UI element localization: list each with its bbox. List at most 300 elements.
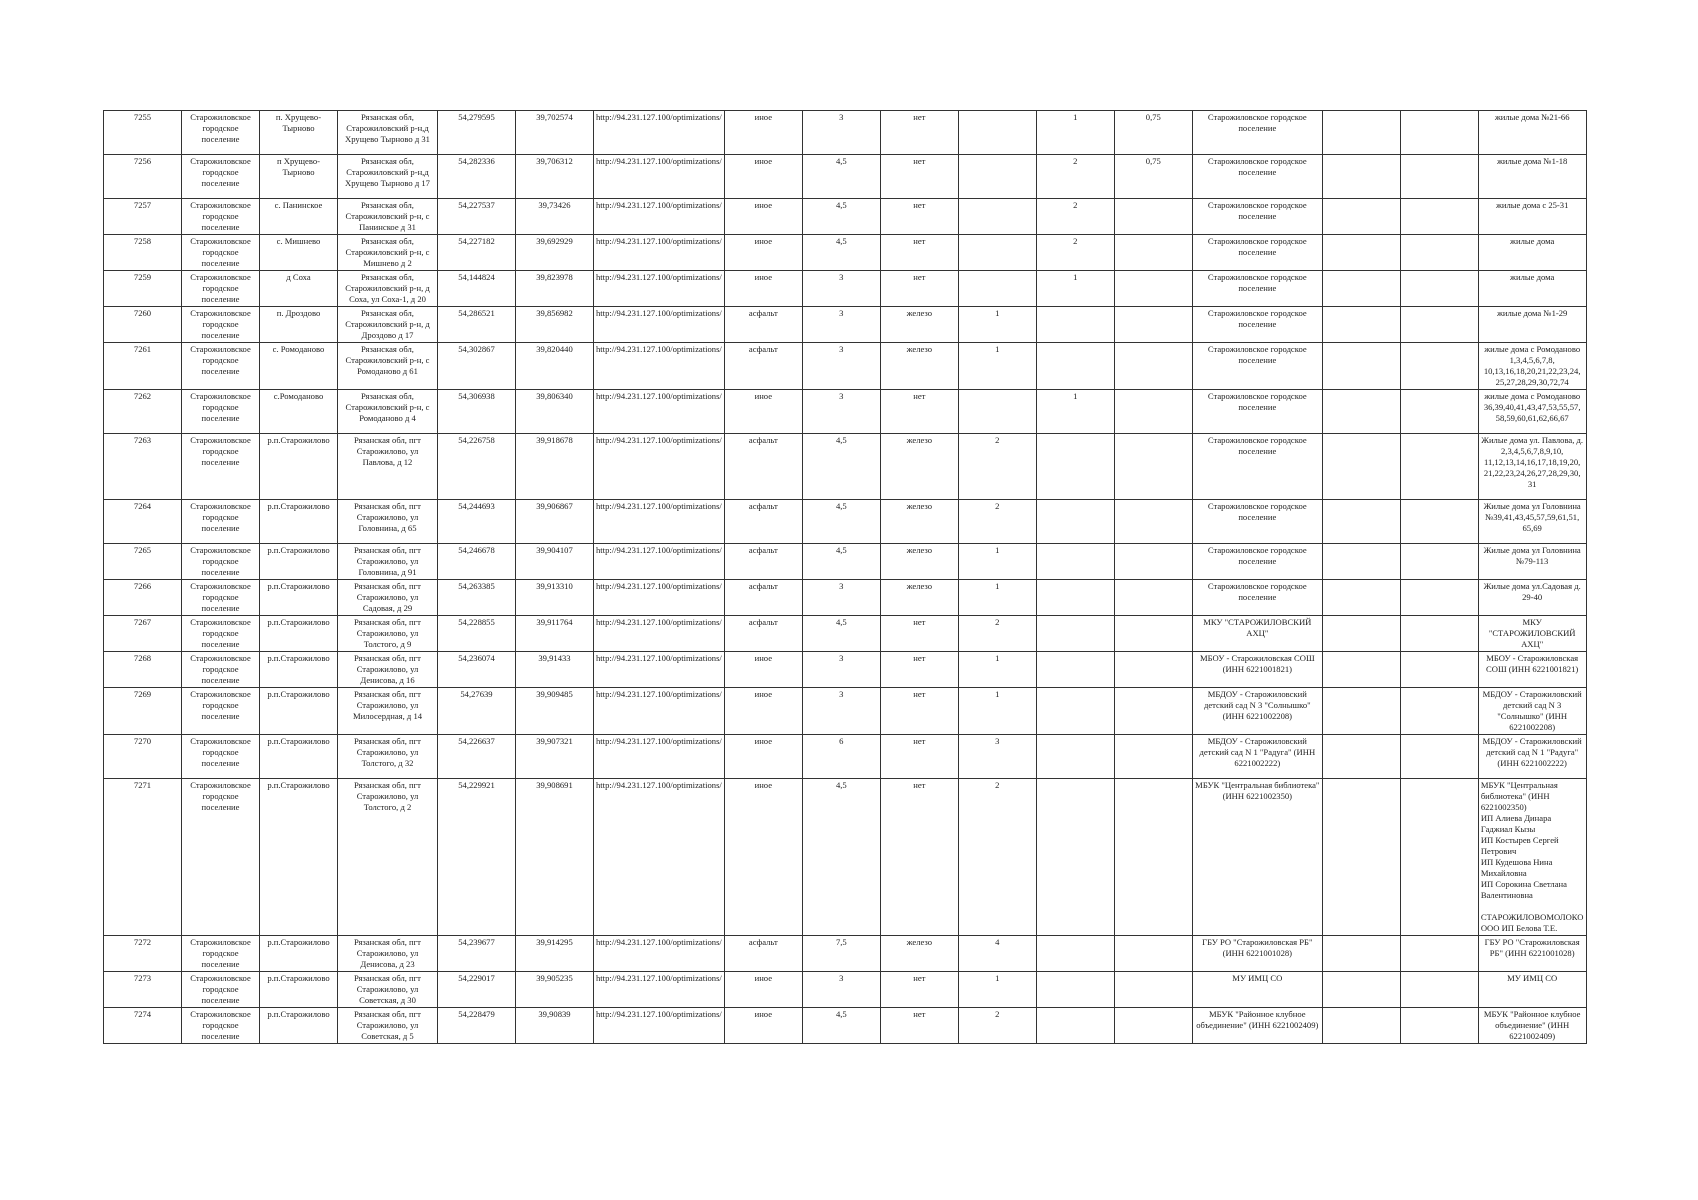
container-count-alt-cell	[1036, 544, 1114, 580]
owner-cell: МКУ "СТАРОЖИЛОВСКИЙ АХЦ"	[1192, 616, 1322, 652]
table-row	[104, 500, 1587, 544]
longitude-cell: 39,706312	[516, 155, 594, 199]
area-cell: 3	[802, 688, 880, 735]
table-row	[104, 343, 1587, 390]
empty-cell	[1322, 500, 1400, 544]
waste-sources-cell: МУ ИМЦ СО	[1478, 972, 1586, 1008]
registry-rows	[104, 111, 1587, 1044]
owner-cell: Старожиловское городское поселение	[1192, 271, 1322, 307]
map-link-cell: http://94.231.127.100/optimizations/	[594, 111, 725, 155]
empty-cell	[1322, 235, 1400, 271]
container-count-alt-cell	[1036, 972, 1114, 1008]
waste-sources-cell: жилые дома №1-29	[1478, 307, 1586, 343]
table-row	[104, 936, 1587, 972]
area-cell: 3	[802, 972, 880, 1008]
row-number-cell: 7270	[104, 735, 182, 779]
settlement-cell: Старожиловское городское поселение	[182, 1008, 260, 1044]
surface-type-cell: иное	[724, 390, 802, 434]
container-volume-cell	[1114, 972, 1192, 1008]
latitude-cell: 54,236074	[438, 652, 516, 688]
surface-type-cell: асфальт	[724, 616, 802, 652]
settlement-cell: Старожиловское городское поселение	[182, 307, 260, 343]
empty-cell	[1322, 936, 1400, 972]
container-count-cell: 1	[958, 307, 1036, 343]
waste-sources-cell: ГБУ РО "Старожиловская РБ" (ИНН 6221001028)	[1478, 936, 1586, 972]
settlement-cell: Старожиловское городское поселение	[182, 616, 260, 652]
map-link-cell: http://94.231.127.100/optimizations/	[594, 779, 725, 936]
owner-cell: ГБУ РО "Старожиловская РБ" (ИНН 6221001028)	[1192, 936, 1322, 972]
fence-cell: железо	[880, 434, 958, 500]
map-link-cell: http://94.231.127.100/optimizations/	[594, 390, 725, 434]
longitude-cell: 39,806340	[516, 390, 594, 434]
locality-cell: р.п.Старожилово	[260, 779, 338, 936]
empty-cell	[1400, 580, 1478, 616]
container-volume-cell	[1114, 779, 1192, 936]
map-link-cell: http://94.231.127.100/optimizations/	[594, 500, 725, 544]
latitude-cell: 54,226758	[438, 434, 516, 500]
surface-type-cell: иное	[724, 111, 802, 155]
owner-cell: МУ ИМЦ СО	[1192, 972, 1322, 1008]
surface-type-cell: иное	[724, 271, 802, 307]
fence-cell: нет	[880, 390, 958, 434]
map-link-cell: http://94.231.127.100/optimizations/	[594, 580, 725, 616]
empty-cell	[1400, 616, 1478, 652]
fence-cell: железо	[880, 343, 958, 390]
row-number-cell: 7267	[104, 616, 182, 652]
map-link-cell: http://94.231.127.100/optimizations/	[594, 735, 725, 779]
fence-cell: железо	[880, 500, 958, 544]
longitude-cell: 39,918678	[516, 434, 594, 500]
empty-cell	[1400, 199, 1478, 235]
row-number-cell: 7266	[104, 580, 182, 616]
settlement-cell: Старожиловское городское поселение	[182, 434, 260, 500]
address-cell: Рязанская обл, пгт Старожилово, ул Советская, д 30	[338, 972, 438, 1008]
owner-cell: Старожиловское городское поселение	[1192, 235, 1322, 271]
longitude-cell: 39,911764	[516, 616, 594, 652]
table-row	[104, 235, 1587, 271]
map-link-cell: http://94.231.127.100/optimizations/	[594, 307, 725, 343]
settlement-cell: Старожиловское городское поселение	[182, 111, 260, 155]
container-count-cell: 2	[958, 779, 1036, 936]
settlement-cell: Старожиловское городское поселение	[182, 199, 260, 235]
fence-cell: нет	[880, 735, 958, 779]
empty-cell	[1322, 652, 1400, 688]
owner-cell: Старожиловское городское поселение	[1192, 434, 1322, 500]
map-link-cell: http://94.231.127.100/optimizations/	[594, 652, 725, 688]
empty-cell	[1322, 155, 1400, 199]
settlement-cell: Старожиловское городское поселение	[182, 544, 260, 580]
surface-type-cell: асфальт	[724, 580, 802, 616]
container-count-cell	[958, 111, 1036, 155]
address-cell: Рязанская обл, пгт Старожилово, ул Толстого, д 9	[338, 616, 438, 652]
owner-cell: Старожиловское городское поселение	[1192, 111, 1322, 155]
surface-type-cell: асфальт	[724, 343, 802, 390]
longitude-cell: 39,904107	[516, 544, 594, 580]
latitude-cell: 54,246678	[438, 544, 516, 580]
address-cell: Рязанская обл, пгт Старожилово, ул Советская, д 5	[338, 1008, 438, 1044]
container-volume-cell	[1114, 652, 1192, 688]
row-number-cell: 7274	[104, 1008, 182, 1044]
address-cell: Рязанская обл, Старожиловский р-н, с Панинское д 31	[338, 199, 438, 235]
area-cell: 6	[802, 735, 880, 779]
longitude-cell: 39,702574	[516, 111, 594, 155]
settlement-cell: Старожиловское городское поселение	[182, 580, 260, 616]
address-cell: Рязанская обл, пгт Старожилово, ул Павлова, д 12	[338, 434, 438, 500]
area-cell: 4,5	[802, 155, 880, 199]
container-count-cell	[958, 199, 1036, 235]
owner-cell: Старожиловское городское поселение	[1192, 580, 1322, 616]
address-cell: Рязанская обл, пгт Старожилово, ул Толстого, д 2	[338, 779, 438, 936]
longitude-cell: 39,90839	[516, 1008, 594, 1044]
container-count-alt-cell: 1	[1036, 390, 1114, 434]
empty-cell	[1400, 688, 1478, 735]
container-count-cell: 1	[958, 580, 1036, 616]
empty-cell	[1322, 688, 1400, 735]
locality-cell: р.п.Старожилово	[260, 544, 338, 580]
surface-type-cell: асфальт	[724, 500, 802, 544]
container-count-cell: 4	[958, 936, 1036, 972]
address-cell: Рязанская обл, Старожиловский р-н, с Мишнево д 2	[338, 235, 438, 271]
map-link-cell: http://94.231.127.100/optimizations/	[594, 199, 725, 235]
area-cell: 4,5	[802, 544, 880, 580]
area-cell: 3	[802, 390, 880, 434]
latitude-cell: 54,144824	[438, 271, 516, 307]
settlement-cell: Старожиловское городское поселение	[182, 271, 260, 307]
row-number-cell: 7269	[104, 688, 182, 735]
empty-cell	[1400, 343, 1478, 390]
container-count-cell: 2	[958, 500, 1036, 544]
longitude-cell: 39,91433	[516, 652, 594, 688]
container-volume-cell	[1114, 500, 1192, 544]
address-cell: Рязанская обл, пгт Старожилово, ул Садовая, д 29	[338, 580, 438, 616]
row-number-cell: 7260	[104, 307, 182, 343]
surface-type-cell: асфальт	[724, 544, 802, 580]
empty-cell	[1322, 343, 1400, 390]
area-cell: 3	[802, 580, 880, 616]
latitude-cell: 54,229921	[438, 779, 516, 936]
row-number-cell: 7257	[104, 199, 182, 235]
container-count-alt-cell	[1036, 936, 1114, 972]
owner-cell: Старожиловское городское поселение	[1192, 199, 1322, 235]
surface-type-cell: асфальт	[724, 936, 802, 972]
settlement-cell: Старожиловское городское поселение	[182, 235, 260, 271]
empty-cell	[1322, 779, 1400, 936]
empty-cell	[1322, 972, 1400, 1008]
table-row	[104, 111, 1587, 155]
waste-sources-cell: жилые дома №1-18	[1478, 155, 1586, 199]
table-row	[104, 199, 1587, 235]
fence-cell: нет	[880, 271, 958, 307]
container-count-alt-cell	[1036, 500, 1114, 544]
table-row	[104, 271, 1587, 307]
settlement-cell: Старожиловское городское поселение	[182, 779, 260, 936]
surface-type-cell: иное	[724, 688, 802, 735]
container-count-alt-cell	[1036, 779, 1114, 936]
area-cell: 3	[802, 111, 880, 155]
locality-cell: р.п.Старожилово	[260, 972, 338, 1008]
address-cell: Рязанская обл, Старожиловский р-н, д Дроздово д 17	[338, 307, 438, 343]
area-cell: 3	[802, 307, 880, 343]
address-cell: Рязанская обл, пгт Старожилово, ул Толстого, д 32	[338, 735, 438, 779]
container-volume-cell	[1114, 343, 1192, 390]
container-count-alt-cell	[1036, 343, 1114, 390]
map-link-cell: http://94.231.127.100/optimizations/	[594, 544, 725, 580]
container-count-alt-cell	[1036, 616, 1114, 652]
container-count-alt-cell	[1036, 580, 1114, 616]
surface-type-cell: иное	[724, 779, 802, 936]
waste-sources-cell: жилые дома с 25-31	[1478, 199, 1586, 235]
empty-cell	[1322, 390, 1400, 434]
waste-sources-cell: жилые дома №21-66	[1478, 111, 1586, 155]
waste-sources-cell: жилые дома	[1478, 271, 1586, 307]
row-number-cell: 7256	[104, 155, 182, 199]
container-volume-cell	[1114, 616, 1192, 652]
row-number-cell: 7262	[104, 390, 182, 434]
settlement-cell: Старожиловское городское поселение	[182, 972, 260, 1008]
latitude-cell: 54,239677	[438, 936, 516, 972]
empty-cell	[1400, 111, 1478, 155]
map-link-cell: http://94.231.127.100/optimizations/	[594, 1008, 725, 1044]
empty-cell	[1400, 155, 1478, 199]
container-count-alt-cell: 2	[1036, 199, 1114, 235]
latitude-cell: 54,244693	[438, 500, 516, 544]
area-cell: 4,5	[802, 1008, 880, 1044]
locality-cell: п. Хрущево-Тырново	[260, 111, 338, 155]
container-volume-cell	[1114, 199, 1192, 235]
fence-cell: нет	[880, 199, 958, 235]
address-cell: Рязанская обл, Старожиловский р-н, с Ромоданово д 4	[338, 390, 438, 434]
table-row	[104, 390, 1587, 434]
container-count-alt-cell: 1	[1036, 111, 1114, 155]
area-cell: 4,5	[802, 235, 880, 271]
empty-cell	[1400, 1008, 1478, 1044]
latitude-cell: 54,228479	[438, 1008, 516, 1044]
container-volume-cell: 0,75	[1114, 155, 1192, 199]
locality-cell: р.п.Старожилово	[260, 500, 338, 544]
container-count-alt-cell: 2	[1036, 155, 1114, 199]
container-count-alt-cell: 2	[1036, 235, 1114, 271]
empty-cell	[1322, 544, 1400, 580]
latitude-cell: 54,279595	[438, 111, 516, 155]
address-cell: Рязанская обл, Старожиловский р-н,д Хрущево Тырново д 31	[338, 111, 438, 155]
container-volume-cell: 0,75	[1114, 111, 1192, 155]
area-cell: 4,5	[802, 199, 880, 235]
latitude-cell: 54,27639	[438, 688, 516, 735]
address-cell: Рязанская обл, пгт Старожилово, ул Милосердная, д 14	[338, 688, 438, 735]
container-count-cell	[958, 235, 1036, 271]
registry-table	[103, 110, 1587, 1044]
waste-sources-cell: МБОУ - Старожиловская СОШ (ИНН 6221001821)	[1478, 652, 1586, 688]
empty-cell	[1400, 735, 1478, 779]
table-row	[104, 735, 1587, 779]
locality-cell: п Хрущево-Тырново	[260, 155, 338, 199]
empty-cell	[1400, 500, 1478, 544]
owner-cell: МБДОУ - Старожиловский детский сад N 1 "Радуга" (ИНН 6221002222)	[1192, 735, 1322, 779]
empty-cell	[1322, 1008, 1400, 1044]
map-link-cell: http://94.231.127.100/optimizations/	[594, 936, 725, 972]
container-volume-cell	[1114, 235, 1192, 271]
latitude-cell: 54,227537	[438, 199, 516, 235]
container-count-cell	[958, 155, 1036, 199]
longitude-cell: 39,907321	[516, 735, 594, 779]
empty-cell	[1322, 580, 1400, 616]
area-cell: 3	[802, 271, 880, 307]
fence-cell: железо	[880, 580, 958, 616]
empty-cell	[1400, 652, 1478, 688]
owner-cell: Старожиловское городское поселение	[1192, 155, 1322, 199]
map-link-cell: http://94.231.127.100/optimizations/	[594, 972, 725, 1008]
owner-cell: Старожиловское городское поселение	[1192, 544, 1322, 580]
empty-cell	[1400, 390, 1478, 434]
fence-cell: железо	[880, 544, 958, 580]
empty-cell	[1400, 307, 1478, 343]
surface-type-cell: асфальт	[724, 307, 802, 343]
container-count-cell: 2	[958, 616, 1036, 652]
owner-cell: Старожиловское городское поселение	[1192, 343, 1322, 390]
fence-cell: железо	[880, 936, 958, 972]
owner-cell: МБОУ - Старожиловская СОШ (ИНН 6221001821)	[1192, 652, 1322, 688]
latitude-cell: 54,282336	[438, 155, 516, 199]
table-row	[104, 307, 1587, 343]
row-number-cell: 7272	[104, 936, 182, 972]
container-volume-cell	[1114, 544, 1192, 580]
empty-cell	[1400, 779, 1478, 936]
table-row	[104, 155, 1587, 199]
table-row	[104, 972, 1587, 1008]
container-count-cell: 3	[958, 735, 1036, 779]
latitude-cell: 54,286521	[438, 307, 516, 343]
fence-cell: нет	[880, 779, 958, 936]
table-row	[104, 434, 1587, 500]
locality-cell: р.п.Старожилово	[260, 1008, 338, 1044]
container-volume-cell	[1114, 434, 1192, 500]
container-count-cell: 1	[958, 972, 1036, 1008]
longitude-cell: 39,692929	[516, 235, 594, 271]
container-count-cell: 1	[958, 688, 1036, 735]
container-count-alt-cell	[1036, 688, 1114, 735]
fence-cell: нет	[880, 155, 958, 199]
longitude-cell: 39,913310	[516, 580, 594, 616]
locality-cell: р.п.Старожилово	[260, 434, 338, 500]
area-cell: 3	[802, 343, 880, 390]
row-number-cell: 7263	[104, 434, 182, 500]
area-cell: 3	[802, 652, 880, 688]
locality-cell: с. Мишнево	[260, 235, 338, 271]
table-row	[104, 544, 1587, 580]
map-link-cell: http://94.231.127.100/optimizations/	[594, 616, 725, 652]
locality-cell: р.п.Старожилово	[260, 652, 338, 688]
empty-cell	[1400, 936, 1478, 972]
waste-sources-cell: Жилые дома ул Головнина №39,41,43,45,57,59,61,51, 65,69	[1478, 500, 1586, 544]
empty-cell	[1322, 735, 1400, 779]
latitude-cell: 54,226637	[438, 735, 516, 779]
longitude-cell: 39,73426	[516, 199, 594, 235]
waste-sources-cell: Жилые дома ул.Садовая д. 29-40	[1478, 580, 1586, 616]
surface-type-cell: иное	[724, 155, 802, 199]
empty-cell	[1322, 307, 1400, 343]
map-link-cell: http://94.231.127.100/optimizations/	[594, 688, 725, 735]
latitude-cell: 54,263385	[438, 580, 516, 616]
container-count-cell	[958, 271, 1036, 307]
address-cell: Рязанская обл, Старожиловский р-н, д Соха, ул Соха-1, д 20	[338, 271, 438, 307]
latitude-cell: 54,228855	[438, 616, 516, 652]
row-number-cell: 7261	[104, 343, 182, 390]
container-count-cell: 2	[958, 1008, 1036, 1044]
table-row	[104, 652, 1587, 688]
container-count-alt-cell	[1036, 307, 1114, 343]
map-link-cell: http://94.231.127.100/optimizations/	[594, 271, 725, 307]
waste-sources-cell: жилые дома с Ромоданово 36,39,40,41,43,47,53,55,57, 58,59,60,61,62,66,67	[1478, 390, 1586, 434]
owner-cell: МБУК "Центральная библиотека" (ИНН 6221002350)	[1192, 779, 1322, 936]
fence-cell: нет	[880, 688, 958, 735]
container-count-alt-cell	[1036, 735, 1114, 779]
container-volume-cell	[1114, 735, 1192, 779]
latitude-cell: 54,227182	[438, 235, 516, 271]
container-count-alt-cell	[1036, 652, 1114, 688]
fence-cell: нет	[880, 1008, 958, 1044]
container-count-alt-cell	[1036, 434, 1114, 500]
container-volume-cell	[1114, 390, 1192, 434]
settlement-cell: Старожиловское городское поселение	[182, 343, 260, 390]
locality-cell: с. Панинское	[260, 199, 338, 235]
surface-type-cell: иное	[724, 972, 802, 1008]
locality-cell: п. Дроздово	[260, 307, 338, 343]
waste-sources-cell: МКУ "СТАРОЖИЛОВСКИЙ АХЦ"	[1478, 616, 1586, 652]
longitude-cell: 39,905235	[516, 972, 594, 1008]
surface-type-cell: иное	[724, 1008, 802, 1044]
settlement-cell: Старожиловское городское поселение	[182, 936, 260, 972]
container-volume-cell	[1114, 580, 1192, 616]
row-number-cell: 7255	[104, 111, 182, 155]
surface-type-cell: иное	[724, 235, 802, 271]
address-cell: Рязанская обл, пгт Старожилово, ул Головнина, д 91	[338, 544, 438, 580]
fence-cell: нет	[880, 616, 958, 652]
surface-type-cell: иное	[724, 652, 802, 688]
empty-cell	[1400, 434, 1478, 500]
row-number-cell: 7258	[104, 235, 182, 271]
area-cell: 4,5	[802, 434, 880, 500]
owner-cell: Старожиловское городское поселение	[1192, 307, 1322, 343]
longitude-cell: 39,823978	[516, 271, 594, 307]
waste-sources-cell: Жилые дома ул Головнина №79-113	[1478, 544, 1586, 580]
row-number-cell: 7271	[104, 779, 182, 936]
row-number-cell: 7264	[104, 500, 182, 544]
locality-cell: с. Ромоданово	[260, 343, 338, 390]
area-cell: 4,5	[802, 779, 880, 936]
map-link-cell: http://94.231.127.100/optimizations/	[594, 434, 725, 500]
settlement-cell: Старожиловское городское поселение	[182, 688, 260, 735]
container-count-alt-cell	[1036, 1008, 1114, 1044]
owner-cell: Старожиловское городское поселение	[1192, 500, 1322, 544]
settlement-cell: Старожиловское городское поселение	[182, 500, 260, 544]
longitude-cell: 39,906867	[516, 500, 594, 544]
locality-cell: д Соха	[260, 271, 338, 307]
locality-cell: р.п.Старожилово	[260, 616, 338, 652]
settlement-cell: Старожиловское городское поселение	[182, 155, 260, 199]
waste-sources-cell: жилые дома	[1478, 235, 1586, 271]
address-cell: Рязанская обл, Старожиловский р-н,д Хрущево Тырново д 17	[338, 155, 438, 199]
waste-sources-cell: МБУК "Центральная библиотека" (ИНН 6221002350) ИП Алиева Динара Гаджиал Кызы ИП Костырев Сергей Петрович ИП Кудешова Нина Михайловна ИП Сорокина Светлана Валентиновна СТАРОЖИЛОВОМОЛОКО ООО ИП Белова Т.Е.	[1478, 779, 1586, 936]
surface-type-cell: иное	[724, 199, 802, 235]
table-row	[104, 1008, 1587, 1044]
table-row	[104, 779, 1587, 936]
container-count-cell: 2	[958, 434, 1036, 500]
owner-cell: МБУК "Районное клубное объединение" (ИНН 6221002409)	[1192, 1008, 1322, 1044]
locality-cell: р.п.Старожилово	[260, 688, 338, 735]
settlement-cell: Старожиловское городское поселение	[182, 390, 260, 434]
longitude-cell: 39,914295	[516, 936, 594, 972]
longitude-cell: 39,820440	[516, 343, 594, 390]
